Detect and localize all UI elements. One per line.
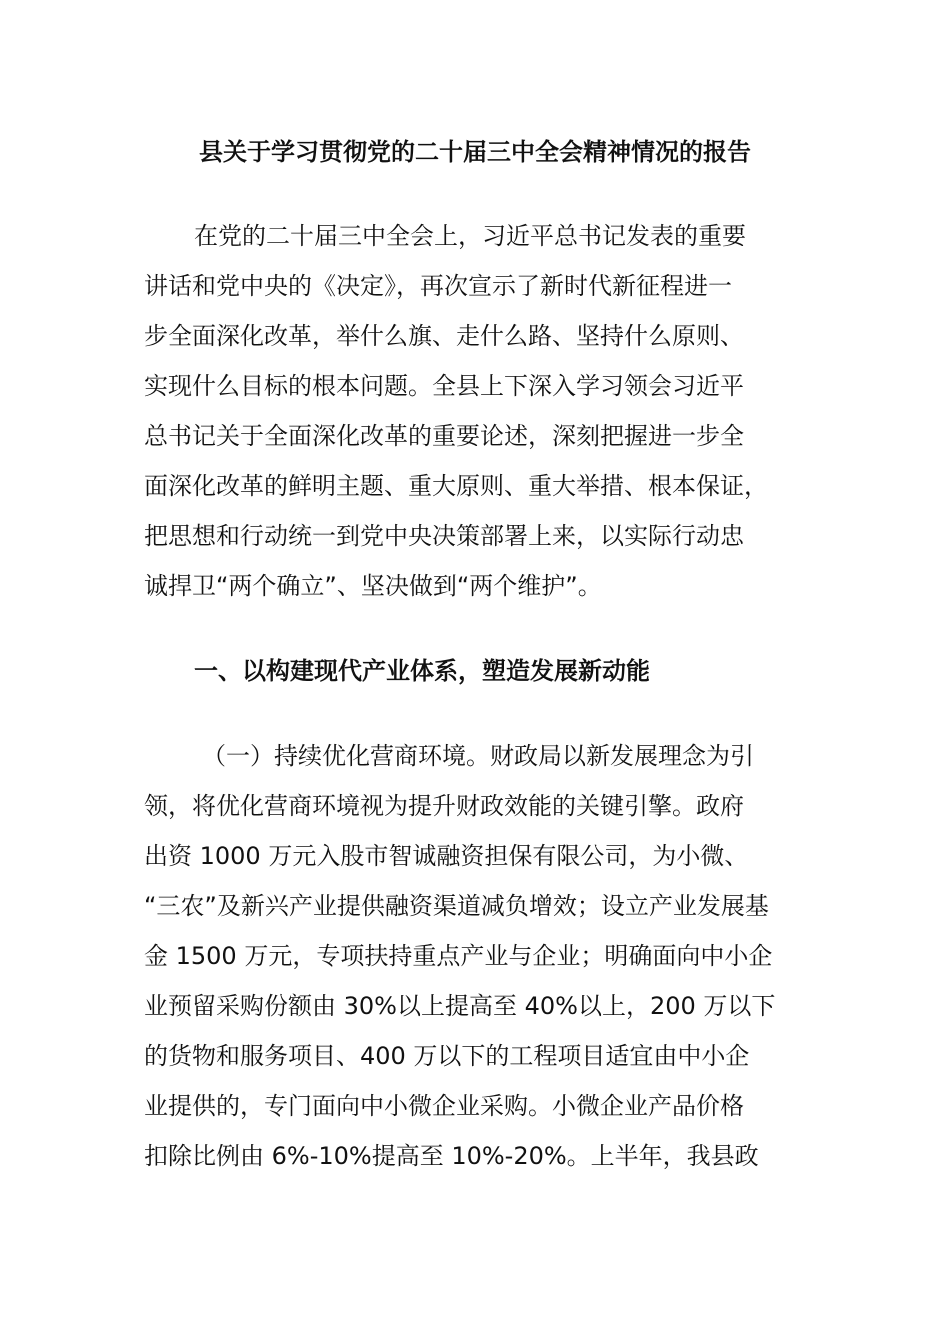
section-1-line-8: 业提供的，专门面向中小微企业采购。小微企业产品价格 — [144, 1092, 744, 1120]
section-1-line-3: 出资 1000 万元入股市智诚融资担保有限公司，为小微、 — [144, 842, 749, 870]
intro-line-7: 把思想和行动统一到党中央决策部署上来，以实际行动忠 — [144, 522, 744, 550]
section-1-line-9: 扣除比例由 6%-10%提高至 10%-20%。上半年，我县政 — [144, 1142, 759, 1170]
intro-line-8: 诚捍卫“两个确立”、坚决做到“两个维护”。 — [144, 572, 602, 600]
document-title: 县关于学习贯彻党的二十届三中全会精神情况的报告 — [199, 138, 751, 166]
intro-line-3: 步全面深化改革，举什么旗、走什么路、坚持什么原则、 — [144, 322, 744, 350]
section-1-line-6: 业预留采购份额由 30%以上提高至 40%以上，200 万以下 — [144, 992, 776, 1020]
section-1-line-2: 领，将优化营商环境视为提升财政效能的关键引擎。政府 — [144, 792, 744, 820]
intro-line-4: 实现什么目标的根本问题。全县上下深入学习领会习近平 — [144, 372, 744, 400]
intro-line-5: 总书记关于全面深化改革的重要论述，深刻把握进一步全 — [144, 422, 744, 450]
section-1-line-5: 金 1500 万元，专项扶持重点产业与企业；明确面向中小企 — [144, 942, 773, 970]
section-1-line-7: 的货物和服务项目、400 万以下的工程项目适宜由中小企 — [144, 1042, 750, 1070]
intro-line-1: 在党的二十届三中全会上，习近平总书记发表的重要 — [194, 222, 746, 250]
section-1-line-4: “三农”及新兴产业提供融资渠道减负增效；设立产业发展基 — [144, 892, 769, 920]
section-1-line-1: （一）持续优化营商环境。财政局以新发展理念为引 — [202, 742, 754, 770]
section-1-heading: 一、以构建现代产业体系，塑造发展新动能 — [194, 657, 650, 685]
intro-line-2: 讲话和党中央的《决定》，再次宣示了新时代新征程进一 — [144, 272, 732, 300]
intro-line-6: 面深化改革的鲜明主题、重大原则、重大举措、根本保证， — [144, 472, 768, 500]
